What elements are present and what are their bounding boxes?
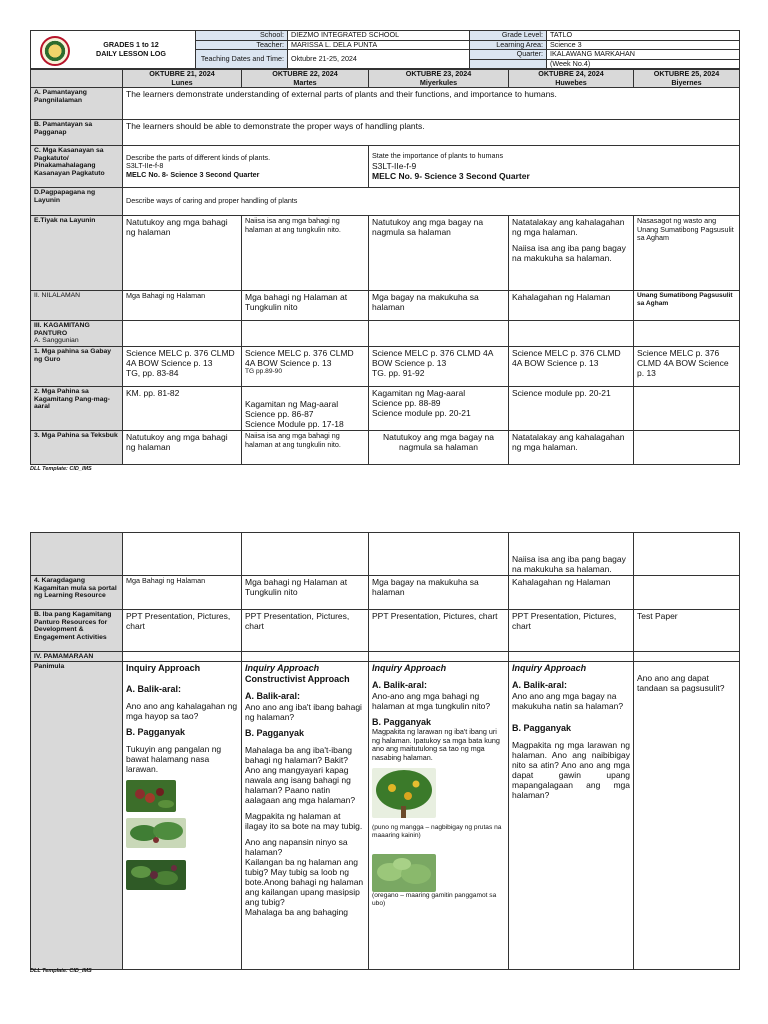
row-label: B. Pamantayan sa Pagganap (31, 120, 123, 146)
pagganyak-heading: B. Pagganyak (126, 727, 186, 737)
content-thu: Kahalagahan ng Halaman (509, 291, 634, 321)
row-label: 4. Karagdagang Kagamitan mula sa portal ng Learning Resource (31, 576, 123, 610)
teacher-value: MARISSA L. DELA PUNTA (288, 40, 470, 50)
mango-tree-photo (372, 768, 436, 818)
content-mon: Mga Bahagi ng Halaman (123, 291, 242, 321)
textbook-tue: Naiisa isa ang mga bahagi ng halaman at ang tungkulin nito. (242, 431, 369, 465)
approach-title: Inquiry Approach (512, 663, 587, 673)
lm-wed-1: Kagamitan ng Mag-aaral (372, 388, 466, 398)
row-textbook (31, 431, 740, 465)
balik-aral-heading: A. Balik-aral: (126, 684, 182, 694)
header-table (30, 30, 740, 69)
reminder-fri: Ano ano ang dapat tandaan sa pagsusulit? (637, 673, 725, 693)
approach-title: Inquiry Approach (245, 663, 320, 673)
portal-tue: Mga bahagi ng Halaman at Tungkulin nito (242, 576, 369, 610)
row-label: A. Pamantayang Pangnilalaman (31, 88, 123, 120)
lesson-log-page-2 (30, 532, 739, 970)
row-label: E.Tiyak na Layunin (31, 216, 123, 291)
row-continued (31, 533, 740, 576)
tg-mon: Science MELC p. 376 CLMD 4A BOW Science p. 13 (126, 348, 235, 368)
oregano-photo (372, 854, 436, 892)
day-date: OKTUBRE 25, 2024 (653, 69, 720, 78)
balik-aral-wed: Ano-ano ang mga bahagi ng halaman at mga tungkulin nito? (372, 691, 491, 711)
pagganyak-tue-5: Mahalaga ba ang bahaging (245, 907, 349, 917)
objective-wed: Natutukoy ang mga bagay na nagmula sa halaman (369, 216, 509, 291)
lesson-log-page-1 (30, 30, 739, 465)
day-date: OKTUBRE 23, 2024 (405, 69, 472, 78)
grades-label: GRADES 1 to 12 (103, 39, 159, 49)
portal-wed: Mga bagay na makukuha sa halaman (369, 576, 509, 610)
row-label: Panimula (31, 662, 123, 970)
row-procedure-heading (31, 652, 740, 662)
day-name: Huwebes (555, 77, 587, 87)
row-label: II. NILALAMAN (31, 291, 123, 321)
day-date: OKTUBRE 22, 2024 (272, 69, 338, 78)
footer-note: DLL Template: CID_IMS (30, 466, 92, 472)
lm-tue-1: Kagamitan ng Mag-aaral (245, 399, 339, 409)
plant-photo-3 (126, 860, 186, 890)
week-value: (Week No.4) (547, 59, 740, 69)
grade-level-value: TATLO (547, 31, 740, 41)
approach-title-2: Constructivist Approach (245, 674, 350, 684)
row-content-standard (31, 88, 740, 120)
pagganyak-tue-2: Magpakita ng halaman at ilagay ito sa bote na may tubig. (245, 811, 363, 831)
day-name: Martes (293, 77, 317, 87)
enabling-objective-text: Describe ways of caring and proper handling of plants (123, 188, 740, 216)
performance-standard-text: The learners should be able to demonstrate the proper ways of handling plants. (123, 120, 740, 146)
plant-photo-2 (126, 818, 186, 848)
pagganyak-mon: Tukuyin ang pangalan ng bawat halamang nasa larawan. (126, 744, 222, 774)
lm-wed-2: Science pp. 88-89 (372, 398, 441, 408)
lm-thu: Science module pp. 20-21 (509, 387, 634, 431)
tg-wed: Science MELC p. 376 CLMD 4A BOW Science p. 13 (372, 348, 493, 368)
row-label: 3. Mga Pahina sa Teksbuk (31, 431, 123, 465)
portal-mon: Mga Bahagi ng Halaman (123, 576, 242, 610)
competency-text: Describe the parts of different kinds of plants. (126, 152, 271, 162)
pagganyak-heading: B. Pagganyak (372, 717, 432, 727)
row-label: B. Iba pang Kagamitang Panturo Resources for Development & Engagement Activities (31, 610, 123, 652)
row-lr-portal (31, 576, 740, 610)
row-specific-objectives (31, 216, 740, 291)
resources-wed: PPT Presentation, Pictures, chart (369, 610, 509, 652)
school-value: DIEZMO INTEGRATED SCHOOL (288, 31, 470, 41)
teacher-label: Teacher: (196, 40, 288, 50)
day-date: OKTUBRE 21, 2024 (149, 69, 215, 78)
row-content (31, 291, 740, 321)
content-standard-text: The learners demonstrate understanding of external parts of plants and their functions, and importance to humans. (123, 88, 740, 120)
competency-text: State the importance of plants to humans (372, 151, 504, 161)
dates-value: Oktubre 21-25, 2024 (288, 50, 470, 69)
pagganyak-thu: Magpakita ng mga larawan ng halaman. Ano ang naibibigay nito sa atin? Ano ano ang mga dapat gawin upang mapangalagaan ang mga halaman? (512, 740, 630, 800)
tg-fri: Science MELC p. 376 CLMD 4A BOW Science p. 13 (634, 347, 740, 387)
tg-thu: Science MELC p. 376 CLMD 4A BOW Science p. 13 (509, 347, 634, 387)
day-name: Miyerkules (419, 77, 458, 87)
row-other-resources (31, 610, 740, 652)
log-title: DAILY LESSON LOG (96, 48, 166, 58)
lesson-table-page-2 (30, 532, 740, 970)
balik-aral-heading: A. Balik-aral: (372, 680, 428, 690)
pagganyak-tue-3: Ano ang napansin ninyo sa halaman? (245, 837, 348, 857)
competency-code: S3LT-IIe-f-9 (372, 160, 417, 171)
resources-mon: PPT Presentation, Pictures, chart (123, 610, 242, 652)
textbook-thu: Natatalakay ang kahalagahan ng mga halaman. (509, 431, 634, 465)
day-date: OKTUBRE 24, 2024 (538, 69, 604, 78)
objective-mon: Natutukoy ang mga bahagi ng halaman (123, 216, 242, 291)
balik-aral-heading: A. Balik-aral: (245, 691, 301, 701)
day-header-row (31, 70, 740, 88)
row-panimula (31, 662, 740, 970)
pagganyak-wed: Magpakita ng larawan ng iba't ibang uri ng halaman. Ipatukoy sa mga bata kung ano ang maitutulong sa tao ng mga nasabing halaman. (372, 727, 500, 762)
objective-fri: Nasasagot ng wasto ang Unang Sumatibong Pagsusulit sa Agham (634, 216, 740, 291)
grade-level-label: Grade Level: (470, 31, 547, 41)
objective-thu-1: Natatalakay ang kahalagahan ng mga halaman. (512, 217, 625, 237)
competency-melc: MELC No. 9- Science 3 Second Quarter (372, 170, 530, 181)
portal-thu: Kahalagahan ng Halaman (509, 576, 634, 610)
quarter-label: Quarter: (470, 50, 547, 60)
balik-aral-tue: Ano ano ang iba't ibang bahagi ng halaman? (245, 702, 362, 722)
mango-caption: (puno ng mangga – nagbibigay ng prutas na maaaring kainin) (372, 824, 502, 839)
pagganyak-heading: B. Pagganyak (245, 728, 305, 738)
textbook-mon: Natutukoy ang mga bahagi ng halaman (123, 431, 242, 465)
learning-area-value: Science 3 (547, 40, 740, 50)
row-label: C. Mga Kasanayan sa Pagkatuto/ Pinakamahalagang Kasanayan Pagkatuto (31, 146, 123, 188)
oregano-caption: (oregano – maaring gamitin panggamot sa ubo) (372, 892, 497, 907)
competency-code: S3LT-IIe-f-8 (126, 161, 164, 171)
quarter-value: IKALAWANG MARKAHAN (547, 50, 740, 60)
row-sublabel: A. Sanggunian (34, 337, 79, 344)
pagganyak-tue-4: Kailangan ba ng halaman ang tubig? May tubig sa loob ng bote.Anong bahagi ng halaman ang kailangan upang masipsip ang tubig? (245, 857, 364, 907)
resources-fri: Test Paper (634, 610, 740, 652)
lm-tue-2: Science pp. 86-87 (245, 409, 314, 419)
competency-melc: MELC No. 8- Science 3 Second Quarter (126, 169, 260, 179)
footer-note: DLL Template: CID_IMS (30, 968, 92, 974)
approach-title: Inquiry Approach (126, 663, 201, 673)
balik-aral-mon: Ano ano ang kahalagahan ng mga hayop sa tao? (126, 701, 238, 721)
row-label: IV. PAMAMARAAN (31, 652, 123, 662)
resources-thu: PPT Presentation, Pictures, chart (509, 610, 634, 652)
pagganyak-heading: B. Pagganyak (512, 723, 572, 733)
tg-tue-pages: TG pp.89-90 (245, 368, 283, 375)
lesson-table-page-1 (30, 69, 740, 465)
lm-wed-3: Science module pp. 20-21 (372, 408, 471, 418)
approach-title: Inquiry Approach (372, 663, 447, 673)
row-label: 1. Mga pahina sa Gabay ng Guro (31, 347, 123, 387)
objective-thu-2: Naiisa isa ang iba pang bagay na makukuha sa halaman. (512, 243, 626, 263)
header-brand (31, 31, 196, 69)
row-materials (31, 321, 740, 347)
tg-mon-pages: TG, pp. 83-84 (126, 368, 179, 378)
day-name: Biyernes (671, 77, 702, 87)
lm-mon: KM. pp. 81-82 (123, 387, 242, 431)
tg-wed-pages: TG. pp. 91-92 (372, 368, 425, 378)
pagganyak-tue-1: Mahalaga ba ang iba't-ibang bahagi ng halaman? Bakit? Ano ang mangyayari kapag nawala ang isang bahagi ng halaman? Paano natin aalagaan ang mga halaman? (245, 745, 356, 805)
day-name: Lunes (171, 77, 193, 87)
lm-tue-3: Science Module pp. 17-18 (245, 419, 344, 429)
continued-thu: Naiisa isa ang iba pang bagay na makukuha sa halaman. (509, 533, 634, 576)
row-competencies (31, 146, 740, 188)
school-seal-icon (40, 36, 70, 66)
school-label: School: (196, 31, 288, 41)
resources-tue: PPT Presentation, Pictures, chart (242, 610, 369, 652)
dates-label: Teaching Dates and Time: (196, 50, 288, 69)
content-tue: Mga bahagi ng Halaman at Tungkulin nito (242, 291, 369, 321)
textbook-wed: Natutukoy ang mga bagay na nagmula sa halaman (369, 431, 509, 465)
plant-photo-1 (126, 780, 176, 812)
balik-aral-heading: A. Balik-aral: (512, 680, 568, 690)
tg-tue: Science MELC p. 376 CLMD 4A BOW Science p. 13 (245, 348, 354, 368)
content-fri: Unang Sumatibong Pagsusulit sa Agham (634, 291, 740, 321)
row-label: III. KAGAMITANG PANTURO (34, 322, 90, 337)
row-learner-materials (31, 387, 740, 431)
row-enabling-objective (31, 188, 740, 216)
learning-area-label: Learning Area: (470, 40, 547, 50)
balik-aral-thu: Ano ano ang mga bagay na makukuha natin sa halaman? (512, 691, 624, 711)
row-performance-standard (31, 120, 740, 146)
content-wed: Mga bagay na makukuha sa halaman (369, 291, 509, 321)
objective-tue: Naiisa isa ang mga bahagi ng halaman at ang tungkulin nito. (242, 216, 369, 291)
row-label: 2. Mga Pahina sa Kagamitang Pang-mag-aaral (31, 387, 123, 431)
row-label: D.Pagpapagana ng Layunin (31, 188, 123, 216)
row-teacher-guide (31, 347, 740, 387)
